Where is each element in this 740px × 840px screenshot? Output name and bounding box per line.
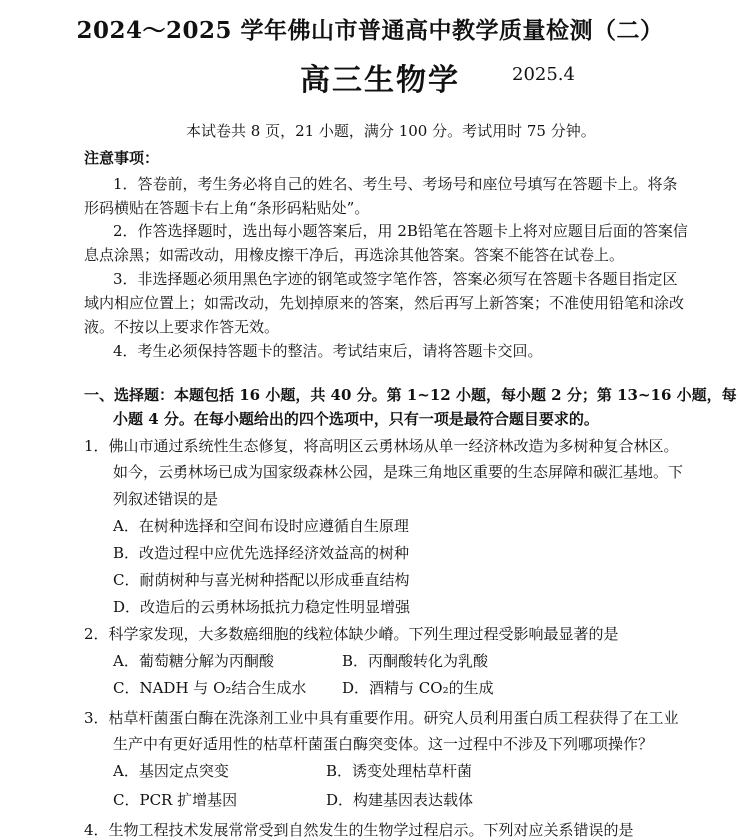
exam-meta-line: 本试卷共 8 页，21 小题，满分 100 分。考试用时 75 分钟。 [186,122,596,140]
question-1-option-b: B．改造过程中应优先选择经济效益高的树种 [113,544,410,562]
question-1-stem: 1．佛山市通过系统性生态修复，将高明区云勇林场从单一经济林改造为多树种复合林区。 [84,437,679,455]
question-3-stem: 3．枯草杆菌蛋白酶在洗涤剂工业中具有重要作用。研究人员利用蛋白质工程获得了在工业 [84,709,679,727]
notice-heading: 注意事项： [84,149,160,167]
notice-line: 4．考生必须保持答题卡的整洁。考试结束后，请将答题卡交回。 [113,342,543,360]
question-3-stem: 生产中有更好适用性的枯草杆菌蛋白酶突变体。这一过程中不涉及下列哪项操作？ [113,735,654,753]
section-heading: 一、选择题：本题包括 16 小题，共 40 分。第 1~12 小题，每小题 2 分；第 13~16 小题，每 [84,386,737,404]
question-2-option-d: D．酒精与 CO₂的生成 [342,679,494,697]
notice-line: 域内相应位置上；如需改动，先划掉原来的答案，然后再写上新答案；不准使用铅笔和涂改 [84,294,685,312]
exam-title: 2024～2025 学年佛山市普通高中教学质量检测（二） [76,17,664,44]
subject-row [0,55,740,98]
section-heading-cont: 小题 4 分。在每小题给出的四个选项中，只有一项是最符合题目要求的。 [113,410,599,428]
notice-line: 2．作答选择题时，选出每小题答案后，用 2B铅笔在答题卡上将对应题目后面的答案信 [113,222,688,240]
notice-line: 1．答卷前，考生务必将自己的姓名、考生号、考场号和座位号填写在答题卡上。将条 [113,175,678,193]
question-2-stem: 2．科学家发现，大多数癌细胞的线粒体缺少嵴。下列生理过程受影响最显著的是 [84,625,619,643]
notice-line: 液。不按以上要求作答无效。 [84,318,280,336]
notice-line: 3．非选择题必须用黑色字迹的钢笔或签字笔作答，答案必须写在答题卡各题目指定区 [113,270,678,288]
question-3-option-d: D．构建基因表达载体 [326,791,474,809]
subject-title: 高三生物学 [300,63,460,98]
question-1-stem: 列叙述错误的是 [113,490,219,508]
question-2-option-b: B．丙酮酸转化为乳酸 [342,652,489,670]
question-1-option-d: D．改造后的云勇林场抵抗力稳定性明显增强 [113,598,411,616]
question-2-option-c: C．NADH 与 O₂结合生成水 [113,679,307,697]
question-3-option-c: C．PCR 扩增基因 [113,791,238,809]
notice-line: 形码横贴在答题卡右上角“条形码粘贴处”。 [84,199,370,217]
exam-date: 2025.4 [512,64,575,85]
question-2-option-a: A．葡萄糖分解为丙酮酸 [113,652,274,670]
notice-line: 息点涂黑；如需改动，用橡皮擦干净后，再选涂其他答案。答案不能答在试卷上。 [84,246,625,264]
question-4-stem: 4．生物工程技术发展常常受到自然发生的生物学过程启示。下列对应关系错误的是 [84,821,634,839]
question-1-stem: 如今，云勇林场已成为国家级森林公园，是珠三角地区重要的生态屏障和碳汇基地。下 [113,463,684,481]
question-3-option-a: A．基因定点突变 [113,762,229,780]
question-3-option-b: B．诱变处理枯草杆菌 [326,762,473,780]
question-1-option-a: A．在树种选择和空间布设时应遵循自生原理 [113,517,409,535]
question-1-option-c: C．耐荫树种与喜光树种搭配以形成垂直结构 [113,571,410,589]
